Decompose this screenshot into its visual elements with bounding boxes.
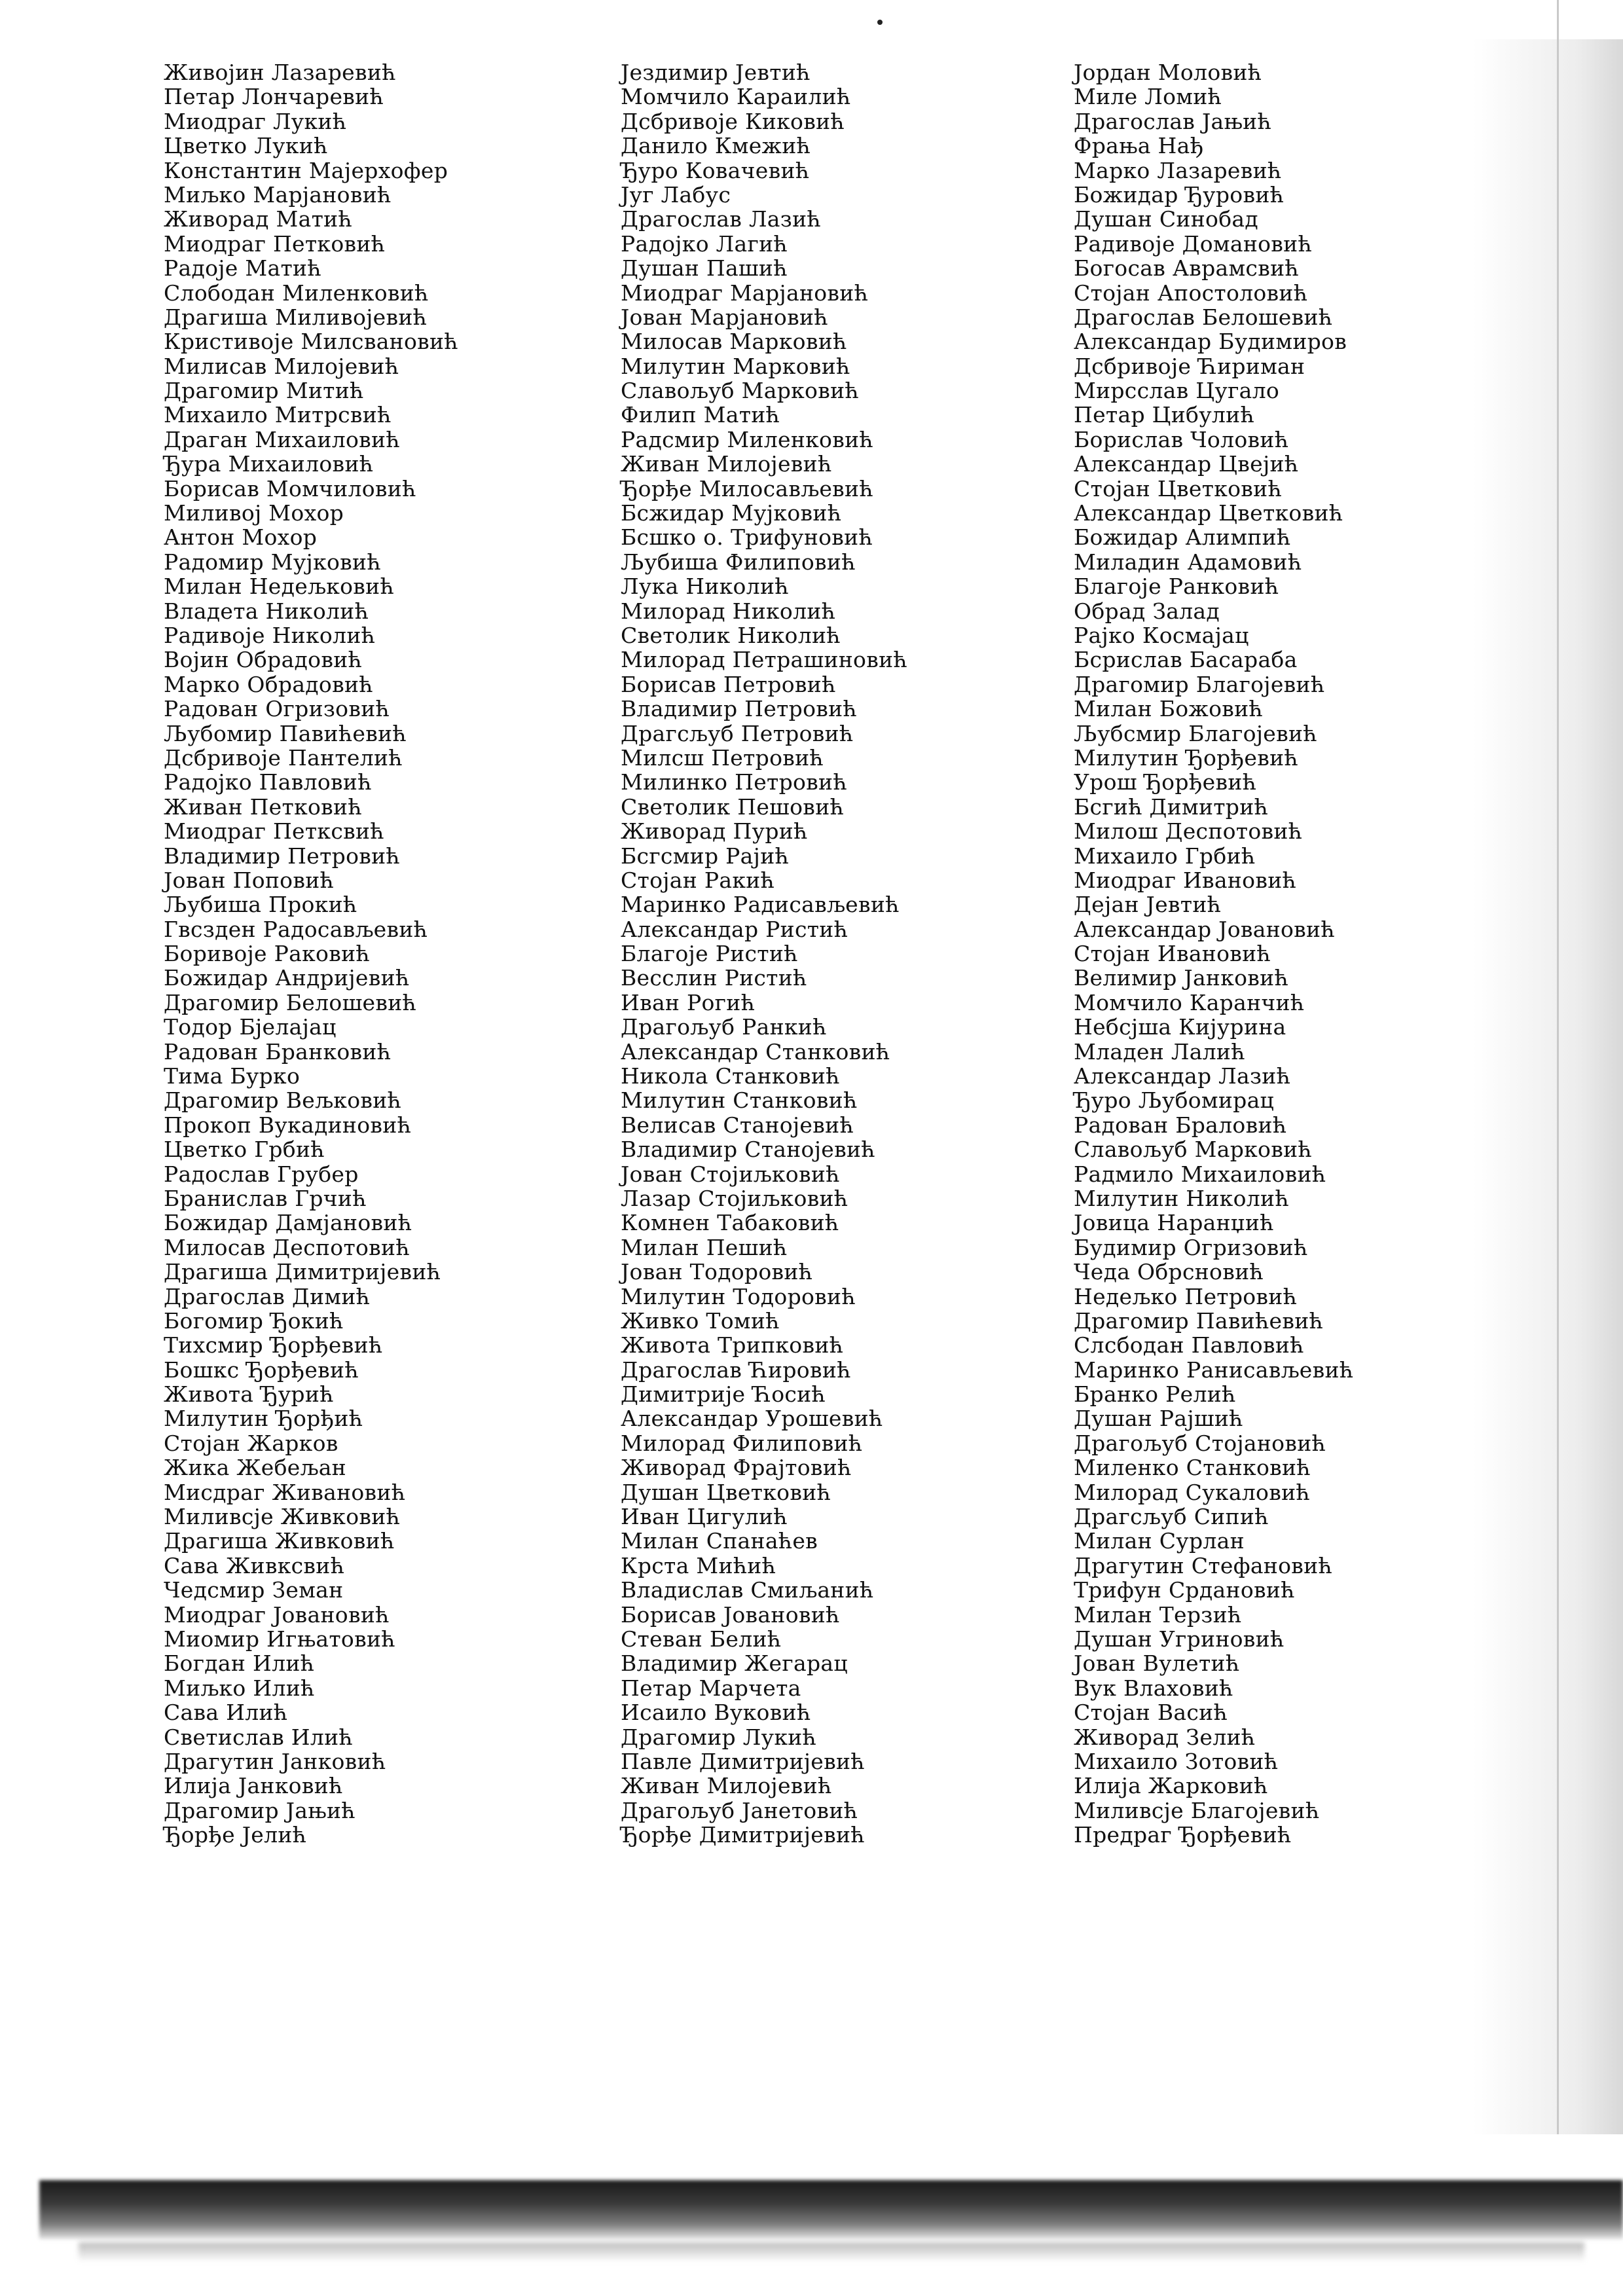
list-item: Димитрије Ћосић	[621, 1381, 826, 1408]
list-item: Милан Пешић	[621, 1234, 788, 1260]
list-item: Милан Недељковић	[164, 574, 395, 600]
list-item: Антон Мохор	[164, 524, 318, 551]
list-item: Драгомир Благојевић	[1074, 671, 1325, 697]
list-item: Драгослав Димић	[164, 1283, 371, 1309]
list-item: Драгиша Миливојевић	[164, 304, 428, 330]
list-item: Рајко Космајац	[1074, 622, 1249, 648]
list-item: Благоје Ристић	[621, 941, 798, 967]
list-item: Драгољуб Ранкић	[621, 1014, 827, 1040]
list-item: Ђорђе Милосављевић	[621, 475, 873, 501]
list-item: Стеван Белић	[621, 1626, 782, 1652]
list-item: Бсшко о. Трифуновић	[621, 524, 873, 551]
list-item: Радослав Грубер	[164, 1161, 359, 1187]
list-item: Ђорђе Димитријевић	[621, 1822, 865, 1848]
list-item: Миладин Адамовић	[1074, 549, 1302, 575]
list-item: Цветко Лукић	[164, 133, 328, 159]
list-item: Милинко Петровић	[621, 769, 847, 795]
list-item: Драгослав Белошевић	[1074, 304, 1333, 330]
list-item: Радојко Лагић	[621, 230, 788, 257]
list-item: Миодраг Ивановић	[1074, 867, 1297, 893]
list-item: Петар Цибулић	[1074, 402, 1255, 428]
list-item: Богдан Илић	[164, 1650, 315, 1677]
list-item: Драгомир Павићевић	[1074, 1307, 1324, 1334]
list-item: Бсрислав Басараба	[1074, 647, 1298, 673]
list-item: Љубиша Филиповић	[621, 549, 856, 575]
list-item: Михаило Грбић	[1074, 843, 1256, 869]
list-item: Михаило Зотовић	[1074, 1748, 1279, 1774]
list-item: Дсбривоје Пантелић	[164, 744, 403, 771]
list-item: Живота Ђурић	[164, 1381, 334, 1408]
list-item: Стојан Апостоловић	[1074, 280, 1308, 306]
list-item: Тодор Бјелајац	[164, 1014, 337, 1040]
list-item: Живорад Пурић	[621, 818, 808, 845]
list-item: Светолик Николић	[621, 622, 841, 648]
list-item: Миле Ломић	[1074, 84, 1222, 110]
list-item: Славољуб Марковић	[1074, 1137, 1312, 1163]
list-item: Сава Илић	[164, 1700, 288, 1726]
list-item: Бранислав Грчић	[164, 1185, 367, 1211]
list-item: Душан Пашић	[621, 255, 788, 282]
list-item: Стојан Ракић	[621, 867, 775, 893]
list-item: Исаило Вуковић	[621, 1700, 811, 1726]
list-item: Милорад Сукаловић	[1074, 1479, 1310, 1505]
list-item: Петар Лончаревић	[164, 84, 384, 110]
list-item: Милутин Николић	[1074, 1185, 1289, 1211]
list-item: Миодраг Лукић	[164, 108, 347, 134]
list-item: Драгомир Белошевић	[164, 989, 417, 1015]
list-item: Милутин Марковић	[621, 353, 850, 379]
list-item: Љубсмир Благојевић	[1074, 720, 1317, 746]
list-item: Миливсје Благојевић	[1074, 1797, 1320, 1823]
list-item: Стојан Васић	[1074, 1700, 1228, 1726]
list-item: Борислав Чоловић	[1074, 426, 1289, 452]
list-item: Кристивоје Милсвановић	[164, 329, 458, 355]
list-item: Дејан Јевтић	[1074, 892, 1222, 918]
name-column-1	[164, 60, 615, 1848]
list-item: Божидар Ђуровић	[1074, 181, 1285, 208]
list-item: Јован Тодоровић	[621, 1259, 813, 1285]
list-item: Константин Мајерхофер	[164, 157, 448, 183]
list-item: Марко Лазаревић	[1074, 157, 1282, 183]
list-item: Александар Будимиров	[1074, 329, 1347, 355]
list-item: Живорад Матић	[164, 206, 352, 232]
scan-shadow-band	[39, 2180, 1623, 2239]
list-item: Владимир Петровић	[621, 696, 857, 722]
list-item: Тихсмир Ђорђевић	[164, 1332, 383, 1358]
list-item: Момчило Каранчић	[1074, 989, 1305, 1015]
list-item: Стојан Ивановић	[1074, 941, 1271, 967]
list-item: Обрад Залад	[1074, 598, 1220, 624]
list-item: Богосав Аврамсвић	[1074, 255, 1299, 282]
list-item: Душан Угриновић	[1074, 1626, 1285, 1652]
list-item: Живан Петковић	[164, 793, 362, 820]
list-item: Бранко Релић	[1074, 1381, 1236, 1408]
list-item: Миодраг Петковић	[164, 230, 386, 257]
scan-shadow-fade	[79, 2242, 1584, 2262]
list-item: Милутин Станковић	[621, 1087, 858, 1114]
list-item: Милутин Ђорђевић	[1074, 744, 1298, 771]
list-item: Богомир Ђокић	[164, 1307, 344, 1334]
list-item: Љубиша Прокић	[164, 892, 357, 918]
list-item: Душан Синобад	[1074, 206, 1258, 232]
list-item: Марко Обрадовић	[164, 671, 373, 697]
list-item: Драган Михаиловић	[164, 426, 400, 452]
page-edge-line	[1557, 0, 1559, 2134]
list-item: Божидар Дамјановић	[164, 1210, 412, 1236]
list-item: Владимир Жегарац	[621, 1650, 848, 1677]
list-item: Радован Огризовић	[164, 696, 390, 722]
list-item: Момчило Караилић	[621, 84, 851, 110]
list-item: Гвсзден Радосављевић	[164, 916, 428, 942]
list-item: Милош Деспотовић	[1074, 818, 1303, 845]
list-item: Радоје Матић	[164, 255, 321, 282]
list-item: Фрања Нађ	[1074, 133, 1204, 159]
list-item: Живорад Фрајтовић	[621, 1455, 852, 1481]
list-item: Павле Димитријевић	[621, 1748, 865, 1774]
list-item: Светолик Пешовић	[621, 793, 845, 820]
list-item: Иван Рогић	[621, 989, 756, 1015]
list-item: Јован Стојиљковић	[621, 1161, 840, 1187]
list-item: Жика Жебељан	[164, 1455, 346, 1481]
list-item: Радован Бранковић	[164, 1038, 392, 1065]
list-item: Александар Цветковић	[1074, 500, 1343, 526]
list-item: Илија Јанковић	[164, 1773, 343, 1799]
list-item: Борисав Момчиловић	[164, 475, 416, 501]
list-item: Драгиша Димитријевић	[164, 1259, 441, 1285]
list-item: Комнен Табаковић	[621, 1210, 839, 1236]
list-item: Радомир Мујковић	[164, 549, 381, 575]
name-column-2	[621, 60, 1072, 1848]
list-item: Чеда Обрсновић	[1074, 1259, 1264, 1285]
list-item: Радован Браловић	[1074, 1112, 1287, 1138]
list-item: Трифун Срдановић	[1074, 1577, 1295, 1603]
list-item: Михаило Митрсвић	[164, 402, 392, 428]
list-item: Милан Терзић	[1074, 1601, 1242, 1628]
list-item: Бсгсмир Рајић	[621, 843, 790, 869]
list-item: Миљко Илић	[164, 1675, 315, 1701]
list-item: Југ Лабус	[621, 181, 731, 208]
list-item: Љубомир Павићевић	[164, 720, 407, 746]
list-item: Мирсслав Цугало	[1074, 378, 1280, 404]
list-item: Сава Живксвић	[164, 1552, 345, 1578]
list-item: Милан Спанаћев	[621, 1528, 818, 1554]
list-item: Петар Марчета	[621, 1675, 801, 1701]
list-item: Мисдраг Живановић	[164, 1479, 406, 1505]
list-item: Војин Обрадовић	[164, 647, 363, 673]
list-item: Божидар Андријевић	[164, 965, 410, 991]
list-item: Драгомир Митић	[164, 378, 364, 404]
list-item: Небсјша Кијурина	[1074, 1014, 1286, 1040]
list-item: Милорад Филиповић	[621, 1430, 863, 1456]
list-item: Душан Цветковић	[621, 1479, 831, 1505]
list-item: Стојан Цветковић	[1074, 475, 1283, 501]
list-item: Стојан Жарков	[164, 1430, 338, 1456]
list-item: Милосав Марковић	[621, 329, 847, 355]
list-item: Миодраг Петксвић	[164, 818, 384, 845]
list-item: Живојин Лазаревић	[164, 60, 396, 85]
list-item: Драгсљуб Петровић	[621, 720, 854, 746]
list-item: Милорад Петрашиновић	[621, 647, 907, 673]
list-item: Филип Матић	[621, 402, 780, 428]
list-item: Урош Ђорђевић	[1074, 769, 1257, 795]
list-item: Светислав Илић	[164, 1724, 353, 1750]
list-item: Јован Вулетић	[1074, 1650, 1240, 1677]
list-item: Весслин Ристић	[621, 965, 807, 991]
list-item: Владимир Станојевић	[621, 1137, 875, 1163]
list-item: Живан Милојевић	[621, 451, 832, 477]
list-item: Александар Станковић	[621, 1038, 890, 1065]
list-item: Иван Цигулић	[621, 1504, 788, 1530]
list-item: Бсгић Димитрић	[1074, 793, 1269, 820]
list-item: Велимир Јанковић	[1074, 965, 1289, 991]
list-item: Борисав Јовановић	[621, 1601, 840, 1628]
list-item: Дсбривоје Киковић	[621, 108, 845, 134]
top-mark-dot	[877, 20, 883, 25]
list-item: Недељко Петровић	[1074, 1283, 1298, 1309]
list-item: Милисав Милојевић	[164, 353, 399, 379]
list-item: Илија Жарковић	[1074, 1773, 1268, 1799]
list-item: Младен Лалић	[1074, 1038, 1245, 1065]
list-item: Миодраг Јовановић	[164, 1601, 390, 1628]
list-item: Јован Поповић	[164, 867, 335, 893]
list-item: Милан Божовић	[1074, 696, 1263, 722]
list-item: Милосав Деспотовић	[164, 1234, 410, 1260]
list-item: Миливој Мохор	[164, 500, 344, 526]
list-item: Јовица Наранџић	[1074, 1210, 1274, 1236]
list-item: Боривоје Раковић	[164, 941, 370, 967]
list-item: Ђуро Ковачевић	[621, 157, 810, 183]
list-item: Живко Томић	[621, 1307, 780, 1334]
list-item: Драгослав Ћировић	[621, 1357, 851, 1383]
list-item: Душан Рајшић	[1074, 1406, 1243, 1432]
list-item: Драгослав Лазић	[621, 206, 821, 232]
list-item: Драгомир Вељковић	[164, 1087, 402, 1114]
list-item: Миомир Игњатовић	[164, 1626, 395, 1652]
list-item: Миљко Марјановић	[164, 181, 392, 208]
list-item: Драгутин Јанковић	[164, 1748, 386, 1774]
list-item: Цветко Грбић	[164, 1137, 325, 1163]
list-item: Велисав Станојевић	[621, 1112, 854, 1138]
list-item: Маринко Радисављевић	[621, 892, 900, 918]
list-item: Драгољуб Јанетовић	[621, 1797, 858, 1823]
list-item: Јездимир Јевтић	[621, 60, 811, 85]
list-item: Прокоп Вукадиновић	[164, 1112, 412, 1138]
list-item: Радивоје Николић	[164, 622, 376, 648]
list-item: Дсбривоје Ћириман	[1074, 353, 1305, 379]
list-item: Будимир Огризовић	[1074, 1234, 1308, 1260]
list-item: Ђуро Љубомирац	[1074, 1087, 1275, 1114]
list-item: Милорад Николић	[621, 598, 836, 624]
list-item: Славољуб Марковић	[621, 378, 859, 404]
name-column-3	[1074, 60, 1525, 1848]
list-item: Слободан Миленковић	[164, 280, 429, 306]
list-item: Слсбодан Павловић	[1074, 1332, 1304, 1358]
list-item: Драгсљуб Сипић	[1074, 1504, 1269, 1530]
list-item: Јован Марјановић	[621, 304, 828, 330]
list-item: Милутин Ђорђић	[164, 1406, 363, 1432]
list-item: Драгомир Јањић	[164, 1797, 356, 1823]
list-item: Драгољуб Стојановић	[1074, 1430, 1326, 1456]
list-item: Лука Николић	[621, 574, 789, 600]
list-item: Радсмир Миленковић	[621, 426, 873, 452]
list-item: Маринко Ранисављевић	[1074, 1357, 1354, 1383]
list-item: Драгомир Лукић	[621, 1724, 817, 1750]
list-item: Данило Кмежић	[621, 133, 811, 159]
list-item: Драгослав Јањић	[1074, 108, 1272, 134]
list-item: Бошкс Ђорђевић	[164, 1357, 359, 1383]
list-item: Радојко Павловић	[164, 769, 372, 795]
list-item: Крста Мићић	[621, 1552, 776, 1578]
list-item: Живота Трипковић	[621, 1332, 844, 1358]
list-item: Живорад Зелић	[1074, 1724, 1256, 1750]
list-item: Радмило Михаиловић	[1074, 1161, 1326, 1187]
list-item: Борисав Петровић	[621, 671, 836, 697]
list-item: Јордан Моловић	[1074, 60, 1262, 85]
list-item: Тима Бурко	[164, 1063, 301, 1089]
list-item: Ђорђе Јелић	[164, 1822, 307, 1848]
list-item: Чедсмир Земан	[164, 1577, 344, 1603]
list-item: Драгутин Стефановић	[1074, 1552, 1332, 1578]
list-item: Божидар Алимпић	[1074, 524, 1291, 551]
list-item: Владета Николић	[164, 598, 369, 624]
list-item: Миливсје Живковић	[164, 1504, 401, 1530]
list-item: Александар Ристић	[621, 916, 848, 942]
list-item: Александар Цвејић	[1074, 451, 1299, 477]
list-item: Владимир Петровић	[164, 843, 400, 869]
list-item: Предраг Ђорђевић	[1074, 1822, 1292, 1848]
list-item: Радивоје Домановић	[1074, 230, 1313, 257]
list-item: Миодраг Марјановић	[621, 280, 869, 306]
list-item: Александар Лазић	[1074, 1063, 1291, 1089]
list-item: Ђура Михаиловић	[164, 451, 374, 477]
list-item: Живан Милојевић	[621, 1773, 832, 1799]
list-item: Лазар Стојиљковић	[621, 1185, 848, 1211]
list-item: Александар Јовановић	[1074, 916, 1335, 942]
list-item: Миленко Станковић	[1074, 1455, 1311, 1481]
list-item: Вук Влаховић	[1074, 1675, 1233, 1701]
list-item: Милсш Петровић	[621, 744, 824, 771]
list-item: Бсжидар Мујковић	[621, 500, 842, 526]
list-item: Драгиша Живковић	[164, 1528, 395, 1554]
list-item: Александар Урошевић	[621, 1406, 883, 1432]
list-item: Милутин Тодоровић	[621, 1283, 856, 1309]
list-item: Благоје Ранковић	[1074, 574, 1279, 600]
list-item: Милан Сурлан	[1074, 1528, 1245, 1554]
list-item: Никола Станковић	[621, 1063, 840, 1089]
list-item: Владислав Смиљанић	[621, 1577, 874, 1603]
